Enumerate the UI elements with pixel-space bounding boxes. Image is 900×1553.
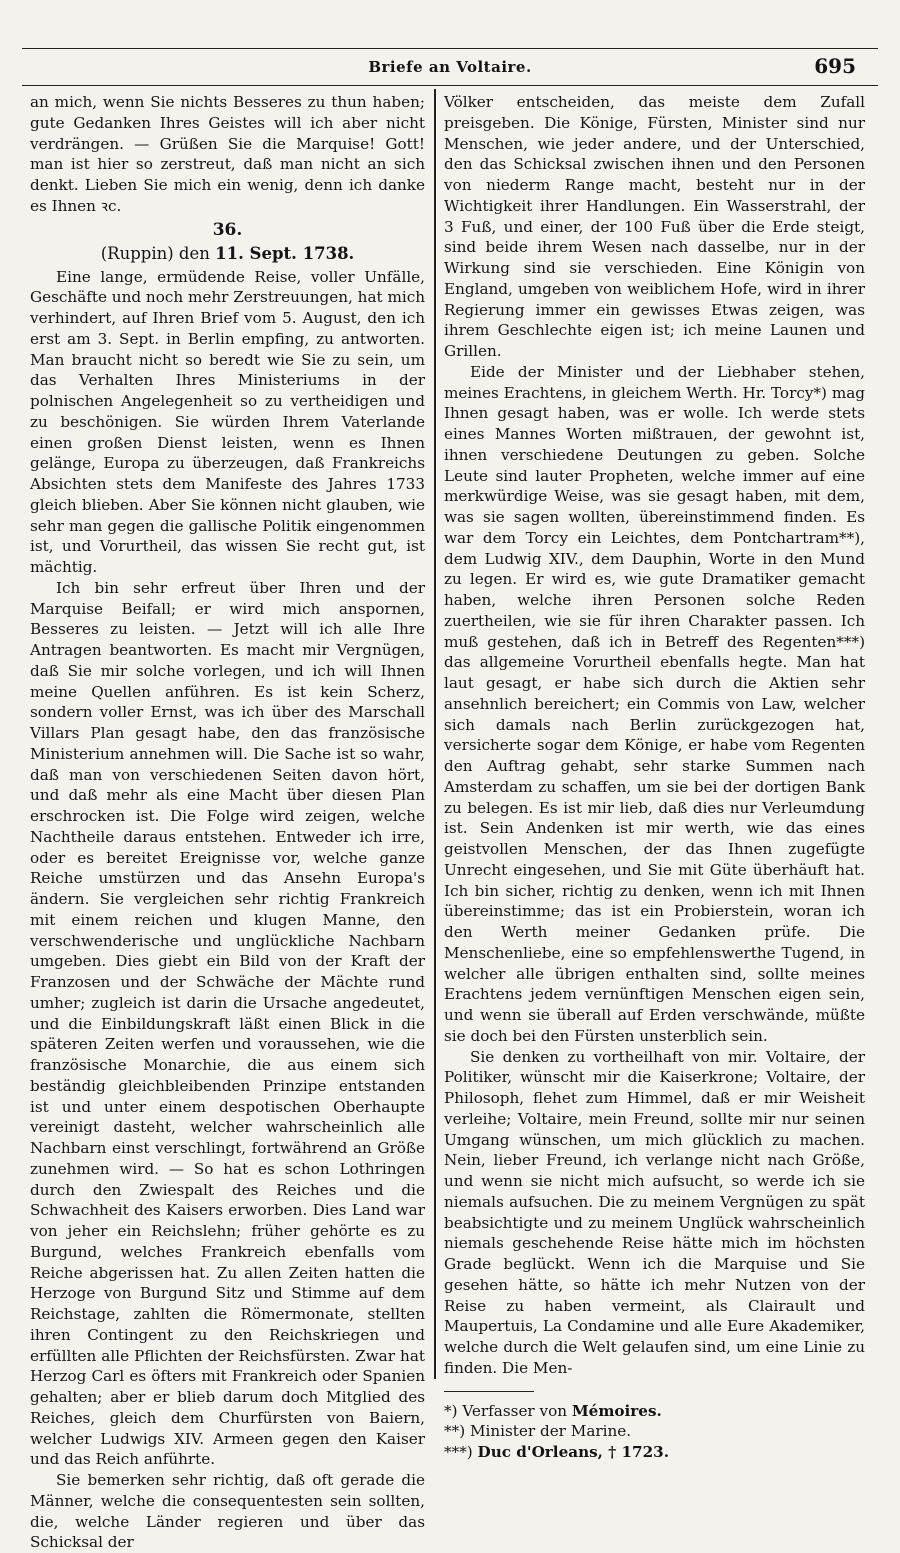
letter-dateline xyxy=(30,242,425,266)
right-column xyxy=(444,92,865,1463)
column-divider xyxy=(434,89,436,1379)
letter-number: 36. xyxy=(212,219,243,240)
footnote-bold: Duc d'Orleans, † 1723. xyxy=(477,1443,670,1461)
footnote-rule xyxy=(444,1391,534,1392)
footnote-mark: *) xyxy=(444,1401,458,1420)
page-number: 695 xyxy=(814,54,856,78)
left-paragraph-continued: an mich, wenn Sie nichts Besseres zu thun haben; gute Gedanken Ihres Geistes will ich aber nicht verdrängen. — Grüßen Sie die Marquise! Gott! man ist hier so zerstreut, daß man nicht an sich denkt. Lieben Sie mich ein wenig, denn ich danke es Ihnen ꝛc. xyxy=(30,93,425,215)
footnote-text: Verfasser von xyxy=(462,1401,568,1420)
header-rule-top xyxy=(22,48,878,49)
footnote-mark: ***) xyxy=(444,1443,473,1461)
right-paragraph-1: Eide der Minister und der Liebhaber stehen, meines Erachtens, in gleichem Werth. Hr. Torcy*) mag Ihnen gesagt haben, was er wolle. Ich werde stets eines Mannes Worten mißtrauen, der gewohnt ist, ihnen verschiedene Deutungen zu geben. Solche Leute sind lauter Propheten, welche immer auf eine merkwürdige Weise, was sie gesagt haben, mit dem, was sie sagen wollten, übereinstimmend finden. Es war dem Torcy ein Leichtes, dem Pontchartram**), dem Ludwig XIV., dem Dauphin, Worte in den Mund zu legen. Er wird es, wie gute Dramatiker gemacht haben, welche ihren Personen solche Reden zuertheilen, wie sie für ihren Charakter passen. Ich muß gestehen, daß ich in Betreff des Regenten***) das allgemeine Vorurtheil ebenfalls hegte. Man hat laut gesagt, er habe sich durch die Aktien sehr ansehnlich bereichert; ein Commis von Law, welcher sich damals nach Berlin zurückgezogen hat, versicherte sogar dem Könige, er habe vom Regenten den Auftrag gehabt, sehr starke Summen nach Amsterdam zu schaffen, um sie bei der dortigen Bank zu belegen. Es ist mir lieb, daß dies nur Verleumdung ist. Sein Andenken ist mir werth, wie das eines geistvollen Menschen, der das Ihnen zugefügte Unrecht eingesehen, und Sie mit Güte überhäuft hat. Ich bin sicher, richtig zu denken, wenn ich mit Ihnen übereinstimme; das ist ein Probierstein, woran ich den Werth meiner Gedanken prüfe. Die Menschenliebe, eine so empfehlenswerthe Tugend, in welcher alle übrigen enthalten sind, sollte meines Erachtens jedem vernünftigen Menschen eigen sein, und wenn sie überall auf Erden verschwände, müßte sie doch bei den Fürsten unsterblich sein. xyxy=(444,362,865,1045)
footnote-3 xyxy=(444,1442,865,1463)
header-rule-bottom xyxy=(22,85,878,86)
running-title: Briefe an Voltaire. xyxy=(368,58,532,76)
dateline-date: 11. Sept. 1738. xyxy=(215,243,355,263)
footnote-mark: **) xyxy=(444,1422,466,1441)
right-paragraph-2: Sie denken zu vortheilhaft von mir. Voltaire, der Politiker, wünscht mir die Kaiserkrone; Voltaire, der Philosoph, flehet zum Himmel, daß er mir Weisheit verleihe; Voltaire, mein Freund, sollte mir nur seinen Umgang wünschen, um mich glücklich zu machen. Nein, lieber Freund, ich verlange nicht nach Größe, und wenn sie nicht mich aufsucht, so werde ich sie niemals aufsuchen. Die zu meinem Vergnügen zu spät beabsichtigte und zu meinem Unglück wahrscheinlich niemals geschehende Reise hätte mich im höchsten Grade beglückt. Wenn ich die Marquise und Sie gesehen hätte, so hätte ich mehr Nutzen von der Reise zu haben vermeint, als Clairault und Maupertuis, La Condamine und alle Eure Akademiker, welche durch die Welt gelaufen sind, um eine Linie zu finden. Die Men- xyxy=(444,1047,865,1377)
left-column xyxy=(30,92,425,1553)
footnote-bold: Mémoires. xyxy=(571,1401,662,1420)
footnotes xyxy=(444,1401,865,1463)
left-paragraph-2: Ich bin sehr erfreut über Ihren und der Marquise Beifall; er wird mich anspornen, Besseres zu leisten. — Jetzt will ich alle Ihre Antragen beantworten. Es macht mir Vergnügen, daß Sie mir solche vorlegen, und ich will Ihnen meine Quellen anführen. Es ist kein Scherz, sondern voller Ernst, was ich über des Marschall Villars Plan gesagt habe, den das französische Ministerium annehmen will. Die Sache ist so wahr, daß man von verschiedenen Seiten davon hört, und daß mehr als eine Macht über diesen Plan erschrocken ist. Die Folge wird zeigen, welche Nachtheile daraus entstehen. Entweder ich irre, oder es bereitet Ereignisse vor, welche ganze Reiche umstürzen und das Ansehn Europa's ändern. Sie vergleichen sehr richtig Frankreich mit einem reichen und klugen Manne, den verschwenderische und unglückliche Nachbarn umgeben. Dies giebt ein Bild von der Kraft der Franzosen und der Schwäche der Mächte rund umher; zugleich ist darin die Ursache angedeutet, und die Einbildungskraft läßt einen Blick in die späteren Zeiten werfen und voraussehen, wie die französische Monarchie, die aus einem sich beständig gleichbleibenden Prinzipe entstanden ist und unter einem despotischen Oberhaupte vereinigt dasteht, welcher wahrscheinlich alle Nachbarn einst verschlingt, fortwährend an Größe zunehmen wird. — So hat es schon Lothringen durch den Zwiespalt des Reiches und die Schwachheit des Kaisers erworben. Dies Land war von jeher ein Reichslehn; früher gehörte es zu Burgund, welches Frankreich ebenfalls vom Reiche abgerissen hat. Zu allen Zeiten hatten die Herzoge von Burgund Sitz und Stimme auf dem Reichstage, zahlten die Römermonate, stellten ihren Contingent zu den Reichskriegen und erfüllten alle Pflichten der Reichsfürsten. Zwar hat Herzog Carl es öfters mit Frankreich oder Spanien gehalten; aber er blieb darum doch Mitglied des Reiches, gleich dem Churfürsten von Baiern, welcher Ludwigs XIV. Armeen gegen den Kaiser und das Reich anführte. xyxy=(30,578,425,1469)
dateline-place: (Ruppin) den xyxy=(100,243,210,263)
footnote-text: Minister der Marine. xyxy=(469,1422,632,1441)
right-paragraph-continued: Völker entscheiden, das meiste dem Zufall preisgeben. Die Könige, Fürsten, Minister sind nur Menschen, wie jeder andere, und der Unterschied, den das Schicksal zwischen ihnen und den Personen von niederm Range macht, besteht nur in der Wichtigkeit ihrer Handlungen. Ein Wasserstrahl, der 3 Fuß, und einer, der 100 Fuß über die Erde steigt, sind beide ihrem Wesen nach dasselbe, nur in der Wirkung sind sie verschieden. Eine Königin von England, umgeben von weiblichem Hofe, wird in ihrer Regierung immer ein gewisses Etwas zeigen, was ihrem Geschlechte eigen ist; ich meine Launen und Grillen. xyxy=(444,93,865,360)
footnote-1 xyxy=(444,1401,865,1422)
left-paragraph-1: Eine lange, ermüdende Reise, voller Unfälle, Geschäfte und noch mehr Zerstreuungen, hat mich verhindert, auf Ihren Brief vom 5. August, den ich erst am 3. Sept. in Berlin empfing, zu antworten. Man braucht nicht so beredt wie Sie zu sein, um das Verhalten Ihres Ministeriums in der polnischen Angelegenheit so zu vertheidigen und zu beschönigen. Sie würden Ihrem Vaterlande einen großen Dienst leisten, wenn es Ihnen gelänge, Europa zu überzeugen, daß Frankreichs Absichten stets dem Manifeste des Jahres 1733 gleich blieben. Aber Sie können nicht glauben, wie sehr man gegen die gallische Politik eingenommen ist, und Vorurtheil, das wissen Sie recht gut, ist mächtig. xyxy=(30,267,425,576)
footnote-2 xyxy=(444,1421,865,1442)
left-paragraph-3: Sie bemerken sehr richtig, daß oft gerade die Männer, welche die consequentesten sein sollten, die, welche Länder regieren und über das Schicksal der xyxy=(30,1471,425,1552)
